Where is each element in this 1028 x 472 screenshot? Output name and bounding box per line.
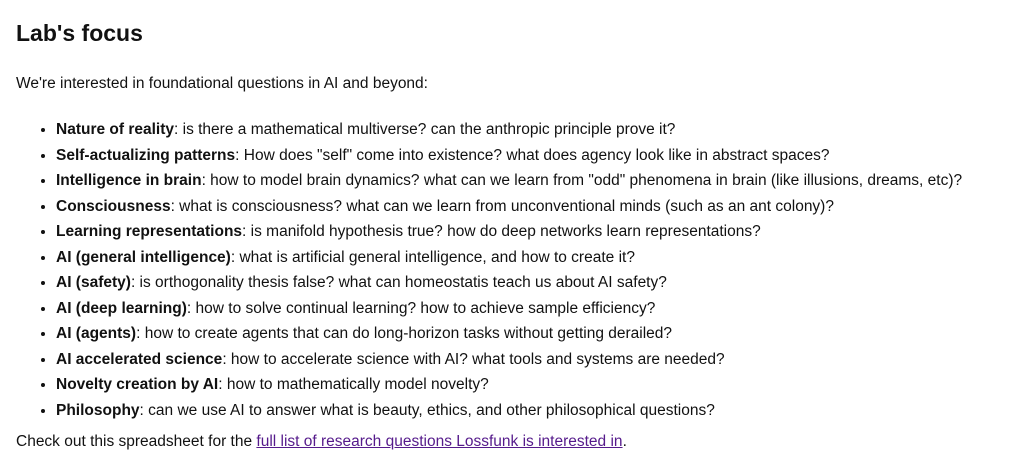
topic-text: : is there a mathematical multiverse? can the anthropic principle prove it? (174, 121, 676, 138)
topic-text: : is orthogonality thesis false? what can homeostatis teach us about AI safety? (130, 274, 667, 291)
topic-term: Consciousness (56, 197, 171, 215)
list-item (56, 296, 1012, 322)
topic-text: : how to accelerate science with AI? what tools and systems are needed? (222, 350, 725, 368)
list-item (56, 245, 1012, 271)
list-item (56, 270, 1012, 296)
topic-term: Intelligence in brain (56, 172, 202, 189)
topic-text: : what is consciousness? what can we learn from unconventional minds (such as an ant colony)? (170, 197, 834, 215)
topic-term: Novelty creation by AI (56, 376, 219, 393)
list-item (56, 219, 1012, 245)
topic-term: Nature of reality (56, 121, 175, 138)
intro-text: We're interested in foundational questions in AI and beyond: (16, 75, 428, 92)
topic-term: Philosophy (56, 401, 140, 419)
topic-text: : How does "self" come into existence? what does agency look like in abstract spaces? (235, 146, 830, 164)
list-item (56, 143, 1012, 169)
topic-text: : what is artificial general intelligence, and how to create it? (230, 248, 635, 266)
topic-term: AI accelerated science (56, 350, 223, 368)
list-item (56, 347, 1012, 373)
list-item (56, 168, 1012, 194)
topic-term: Learning representations (56, 223, 243, 240)
list-item (56, 372, 1012, 398)
note-prefix: Check out this spreadsheet for the (16, 433, 257, 450)
list-item (56, 321, 1012, 347)
topic-term: AI (safety) (56, 274, 131, 291)
topic-term: AI (deep learning) (56, 299, 187, 317)
topic-text: : is manifold hypothesis true? how do deep networks learn representations? (242, 223, 761, 240)
list-item (56, 117, 1012, 143)
topic-term: AI (general intelligence) (56, 248, 231, 266)
topic-text: : can we use AI to answer what is beauty, ethics, and other philosophical questions? (139, 401, 715, 419)
list-item (56, 194, 1012, 220)
focus-list (16, 117, 1012, 423)
topic-term: Self-actualizing patterns (56, 146, 236, 164)
page-title: Lab's focus (16, 20, 143, 46)
topic-text: : how to model brain dynamics? what can we learn from "odd" phenomena in brain (like illusions, dreams, etc)? (201, 172, 963, 189)
research-questions-link[interactable]: full list of research questions Lossfunk is interested in (256, 433, 623, 450)
note-suffix: . (622, 433, 627, 450)
topic-text: : how to create agents that can do long-horizon tasks without getting derailed? (136, 325, 673, 342)
topic-text: : how to mathematically model novelty? (218, 376, 489, 393)
topic-text: : how to solve continual learning? how to achieve sample efficiency? (186, 299, 656, 317)
list-item (56, 398, 1012, 424)
topic-term: AI (agents) (56, 325, 137, 342)
spreadsheet-note (16, 432, 1012, 452)
